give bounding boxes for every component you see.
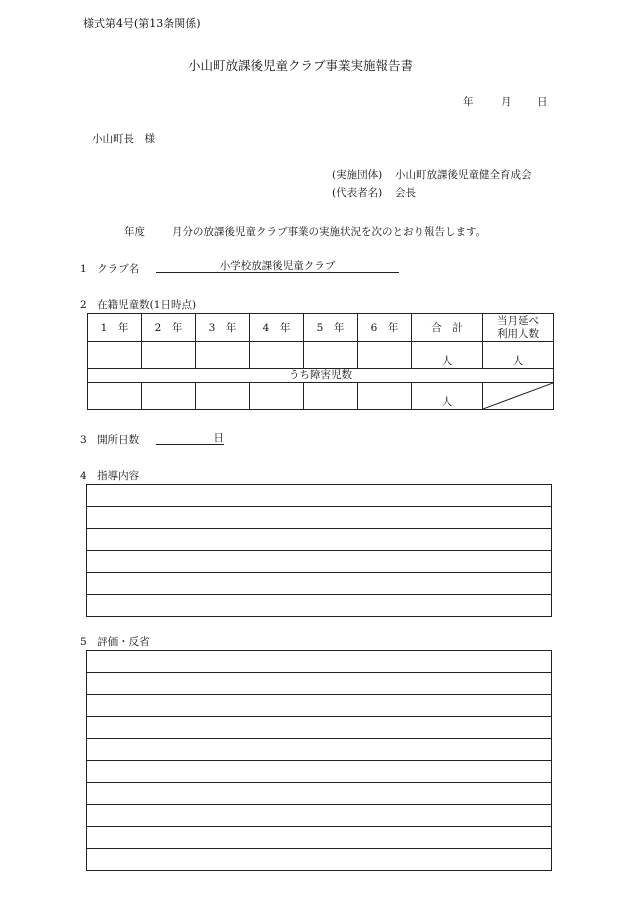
disabled-grade-1-cell[interactable] (88, 383, 142, 410)
org-label: (実施団体) (332, 169, 383, 181)
date-day-label: 日 (537, 96, 548, 108)
monthly-users-cell[interactable] (483, 342, 554, 369)
disabled-grade-6-cell[interactable] (358, 383, 412, 410)
date-month-label: 月 (501, 96, 512, 108)
disabled-grade-5-cell[interactable] (304, 383, 358, 410)
evaluation-line[interactable] (86, 849, 552, 871)
disabled-grade-2-cell[interactable] (142, 383, 196, 410)
guidance-label: 4 指導内容 (80, 470, 140, 482)
grade-3-header: 3 年 (196, 314, 250, 342)
days-open-field[interactable] (156, 430, 224, 445)
total-unit: 人 (441, 355, 453, 367)
disabled-children-label: うち障害児数 (88, 369, 554, 383)
addressee: 小山町長 様 (92, 133, 155, 145)
enrollment-label: 2 在籍児童数(1日時点) (80, 299, 197, 311)
club-name-value: 小学校放課後児童クラブ (219, 260, 336, 272)
days-open-unit: 日 (213, 432, 224, 444)
grade-4-count-cell[interactable] (250, 342, 304, 369)
guidance-line[interactable] (86, 551, 552, 573)
evaluation-line[interactable] (86, 805, 552, 827)
grade-5-header: 5 年 (304, 314, 358, 342)
guidance-line[interactable] (86, 529, 552, 551)
monthly-users-header (483, 314, 554, 342)
monthly-users-header-line1: 当月延べ (497, 314, 539, 327)
rep-label: (代表者名) (332, 187, 383, 199)
grade-6-count-cell[interactable] (358, 342, 412, 369)
date-year-label: 年 (463, 96, 474, 108)
intro-year-label: 年度 (124, 226, 145, 238)
disabled-total-unit: 人 (441, 396, 453, 408)
guidance-line[interactable] (86, 573, 552, 595)
club-label: 1 クラブ名 (80, 263, 140, 275)
disabled-monthly-cell-struck (483, 383, 554, 410)
evaluation-line[interactable] (86, 717, 552, 739)
grade-5-count-cell[interactable] (304, 342, 358, 369)
evaluation-line[interactable] (86, 739, 552, 761)
evaluation-label: 5 評価・反省 (80, 636, 150, 648)
enrollment-table (87, 313, 554, 410)
diagonal-strike (483, 383, 553, 409)
evaluation-line[interactable] (86, 650, 552, 673)
evaluation-line[interactable] (86, 827, 552, 849)
guidance-line[interactable] (86, 507, 552, 529)
grade-6-header: 6 年 (358, 314, 412, 342)
disabled-count-row (88, 383, 554, 410)
rep-name: 会長 (395, 187, 416, 199)
org-name: 小山町放課後児童健全育成会 (395, 169, 532, 181)
evaluation-lines[interactable] (86, 650, 552, 871)
days-open-label: 3 開所日数 (80, 434, 140, 446)
evaluation-line[interactable] (86, 695, 552, 717)
form-id: 様式第4号(第13条関係) (83, 17, 201, 30)
guidance-lines[interactable] (86, 484, 552, 617)
total-count-cell[interactable] (412, 342, 483, 369)
grade-1-header: 1 年 (88, 314, 142, 342)
monthly-users-header-line2: 利用人数 (497, 327, 539, 340)
guidance-line[interactable] (86, 484, 552, 507)
disabled-grade-3-cell[interactable] (196, 383, 250, 410)
guidance-line[interactable] (86, 595, 552, 617)
club-name-field[interactable] (156, 258, 399, 273)
grade-3-count-cell[interactable] (196, 342, 250, 369)
evaluation-line[interactable] (86, 673, 552, 695)
grade-2-count-cell[interactable] (142, 342, 196, 369)
grade-4-header: 4 年 (250, 314, 304, 342)
disabled-total-cell[interactable] (412, 383, 483, 410)
grade-1-count-cell[interactable] (88, 342, 142, 369)
monthly-users-unit: 人 (512, 355, 524, 367)
evaluation-line[interactable] (86, 783, 552, 805)
evaluation-line[interactable] (86, 761, 552, 783)
intro-text: 月分の放課後児童クラブ事業の実施状況を次のとおり報告します。 (172, 226, 487, 238)
disabled-grade-4-cell[interactable] (250, 383, 304, 410)
page-title: 小山町放課後児童クラブ事業実施報告書 (188, 58, 414, 73)
enrollment-count-row (88, 342, 554, 369)
grade-header-row (88, 314, 554, 342)
grade-2-header: 2 年 (142, 314, 196, 342)
total-header: 合 計 (412, 314, 483, 342)
disabled-label-row (88, 369, 554, 383)
